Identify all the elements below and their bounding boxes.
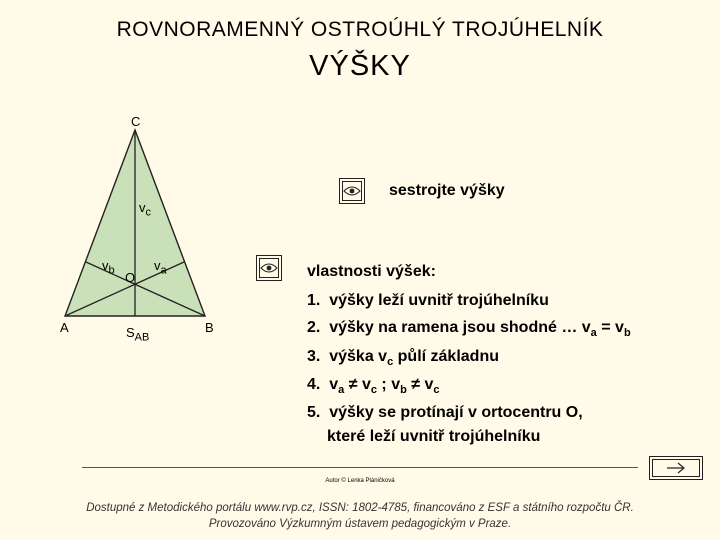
property-item-5: 5. výšky se protínají v ortocentru O, (307, 404, 583, 421)
show-heights-button[interactable] (339, 178, 365, 204)
author-credit: Autor © Lenka Pláničková (325, 478, 395, 484)
label-va: $v_a$ (154, 258, 167, 277)
property-item-5-cont: které leží uvnitř trojúhelníku (327, 428, 541, 445)
label-vb: $v_b$ (102, 258, 115, 277)
footer-divider (82, 467, 638, 468)
vertex-label-b: B (205, 320, 214, 335)
property-item-1: 1. výšky leží uvnitř trojúhelníku (307, 292, 549, 309)
show-properties-button[interactable] (256, 255, 282, 281)
label-orthocenter: O (125, 270, 136, 285)
eye-icon (260, 262, 278, 274)
label-vc: $v_c$ (139, 200, 151, 219)
eye-icon (343, 185, 361, 197)
property-item-4: 4. $v_a \ne v_c$ ; $v_b \ne v_c$ (307, 376, 440, 397)
vertex-label-a: A (60, 320, 69, 335)
task-label: sestrojte výšky (389, 182, 505, 199)
page-subtitle: VÝŠKY (309, 50, 411, 82)
footer-line-2: Provozováno Výzkumným ústavem pedagogickým v Praze. (208, 518, 512, 530)
property-item-3: 3. výška $v_c$ půlí základnu (307, 348, 499, 369)
page-title: ROVNORAMENNÝ OSTROÚHLÝ TROJÚHELNÍK (116, 18, 604, 41)
property-item-2: 2. výšky na ramena jsou shodné … $v_a = v_b$ (307, 319, 631, 340)
footer-line-1: Dostupné z Metodického portálu www.rvp.cz, ISSN: 1802-4785, financováno z ESF a státního rozpočtu ČR. (86, 502, 634, 514)
vertex-label-c: C (131, 114, 141, 129)
arrow-right-icon (665, 462, 687, 474)
next-slide-button[interactable] (649, 456, 703, 480)
label-midpoint-sab: $S_{AB}$ (126, 325, 150, 344)
properties-heading: vlastnosti výšek: (307, 263, 436, 280)
footer-text (0, 500, 720, 532)
